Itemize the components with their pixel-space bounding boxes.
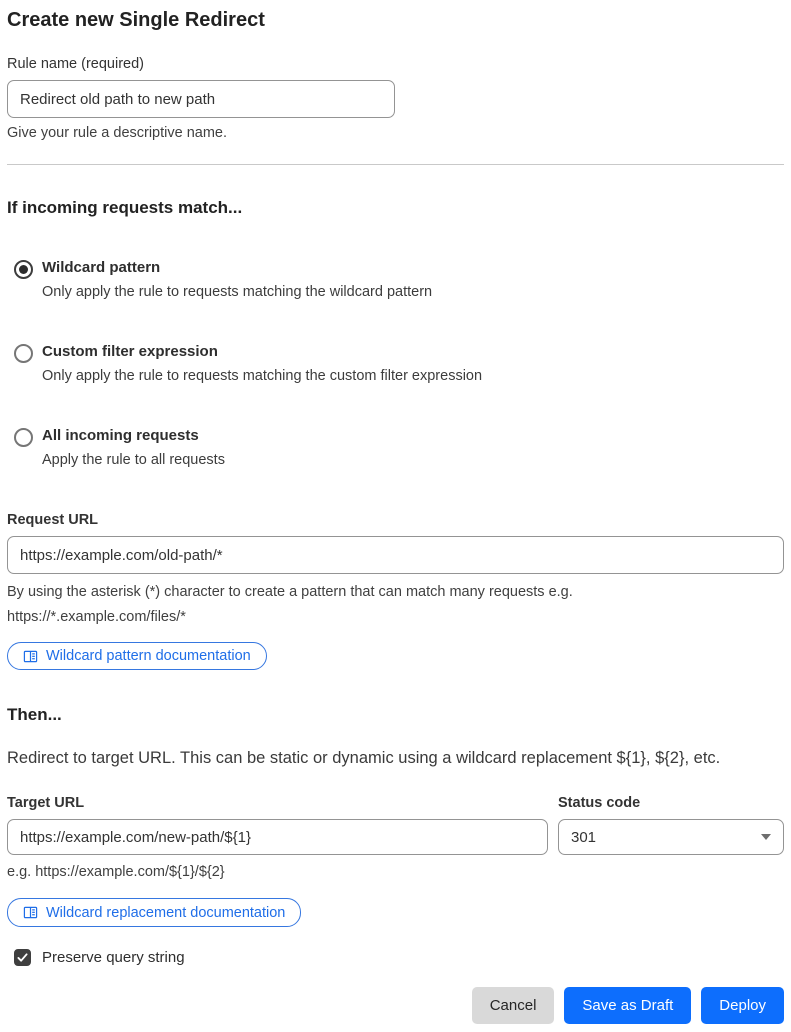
radio-wildcard-pattern-label: Wildcard pattern <box>42 259 161 276</box>
then-section-heading: Then... <box>7 705 62 724</box>
radio-all-requests[interactable] <box>14 428 33 447</box>
status-code-value: 301 <box>571 828 597 846</box>
status-code-select[interactable] <box>558 819 784 855</box>
radio-wildcard-pattern-description: Only apply the rule to requests matching the wildcard pattern <box>42 284 433 300</box>
book-icon <box>23 649 38 664</box>
radio-wildcard-pattern[interactable] <box>14 260 33 279</box>
save-as-draft-button[interactable]: Save as Draft <box>564 987 691 1024</box>
request-url-helper <box>7 580 784 630</box>
footer-actions <box>7 987 784 1024</box>
status-code-field <box>558 794 784 881</box>
then-section-description: Redirect to target URL. This can be static or dynamic using a wildcard replacement ${1}, ${2}, etc. <box>7 749 721 767</box>
wildcard-pattern-doc-button[interactable] <box>7 642 267 670</box>
status-code-label: Status code <box>558 795 641 811</box>
target-url-input[interactable] <box>7 819 548 855</box>
radio-all-requests-label: All incoming requests <box>42 427 199 444</box>
preserve-query-string-checkbox[interactable] <box>14 949 31 966</box>
rule-name-helper: Give your rule a descriptive name. <box>7 125 228 141</box>
rule-name-field <box>7 55 784 142</box>
radio-option-custom-filter <box>7 343 784 385</box>
section-divider <box>7 164 784 165</box>
request-url-label: Request URL <box>7 512 99 528</box>
radio-custom-filter-description: Only apply the rule to requests matching the custom filter expression <box>42 368 483 384</box>
match-section-heading: If incoming requests match... <box>7 198 243 217</box>
cancel-button[interactable]: Cancel <box>472 987 555 1024</box>
preserve-query-string-row <box>14 949 784 966</box>
target-status-row <box>7 794 784 881</box>
chevron-down-icon <box>761 834 771 840</box>
radio-custom-filter[interactable] <box>14 344 33 363</box>
request-url-field <box>7 511 784 630</box>
rule-name-input[interactable] <box>7 80 395 118</box>
preserve-query-string-label: Preserve query string <box>42 949 185 966</box>
rule-name-label: Rule name (required) <box>7 56 145 72</box>
radio-all-requests-description: Apply the rule to all requests <box>42 452 225 468</box>
book-icon <box>23 905 38 920</box>
deploy-button[interactable]: Deploy <box>701 987 784 1024</box>
radio-custom-filter-label: Custom filter expression <box>42 343 218 360</box>
target-url-field <box>7 794 548 881</box>
radio-option-all-requests <box>7 427 784 469</box>
target-url-label: Target URL <box>7 795 85 811</box>
radio-option-wildcard-pattern <box>7 259 784 301</box>
request-url-helper-line2: https://*.example.com/files/* <box>7 609 186 625</box>
wildcard-replacement-doc-button[interactable] <box>7 898 301 927</box>
page-title: Create new Single Redirect <box>7 9 265 31</box>
target-url-helper: e.g. https://example.com/${1}/${2} <box>7 864 225 880</box>
request-url-helper-line1: By using the asterisk (*) character to create a pattern that can match many requests e.g. <box>7 584 573 600</box>
wildcard-pattern-doc-button-label: Wildcard pattern documentation <box>46 648 251 664</box>
request-url-input[interactable] <box>7 536 784 574</box>
wildcard-replacement-doc-button-label: Wildcard replacement documentation <box>46 904 286 921</box>
